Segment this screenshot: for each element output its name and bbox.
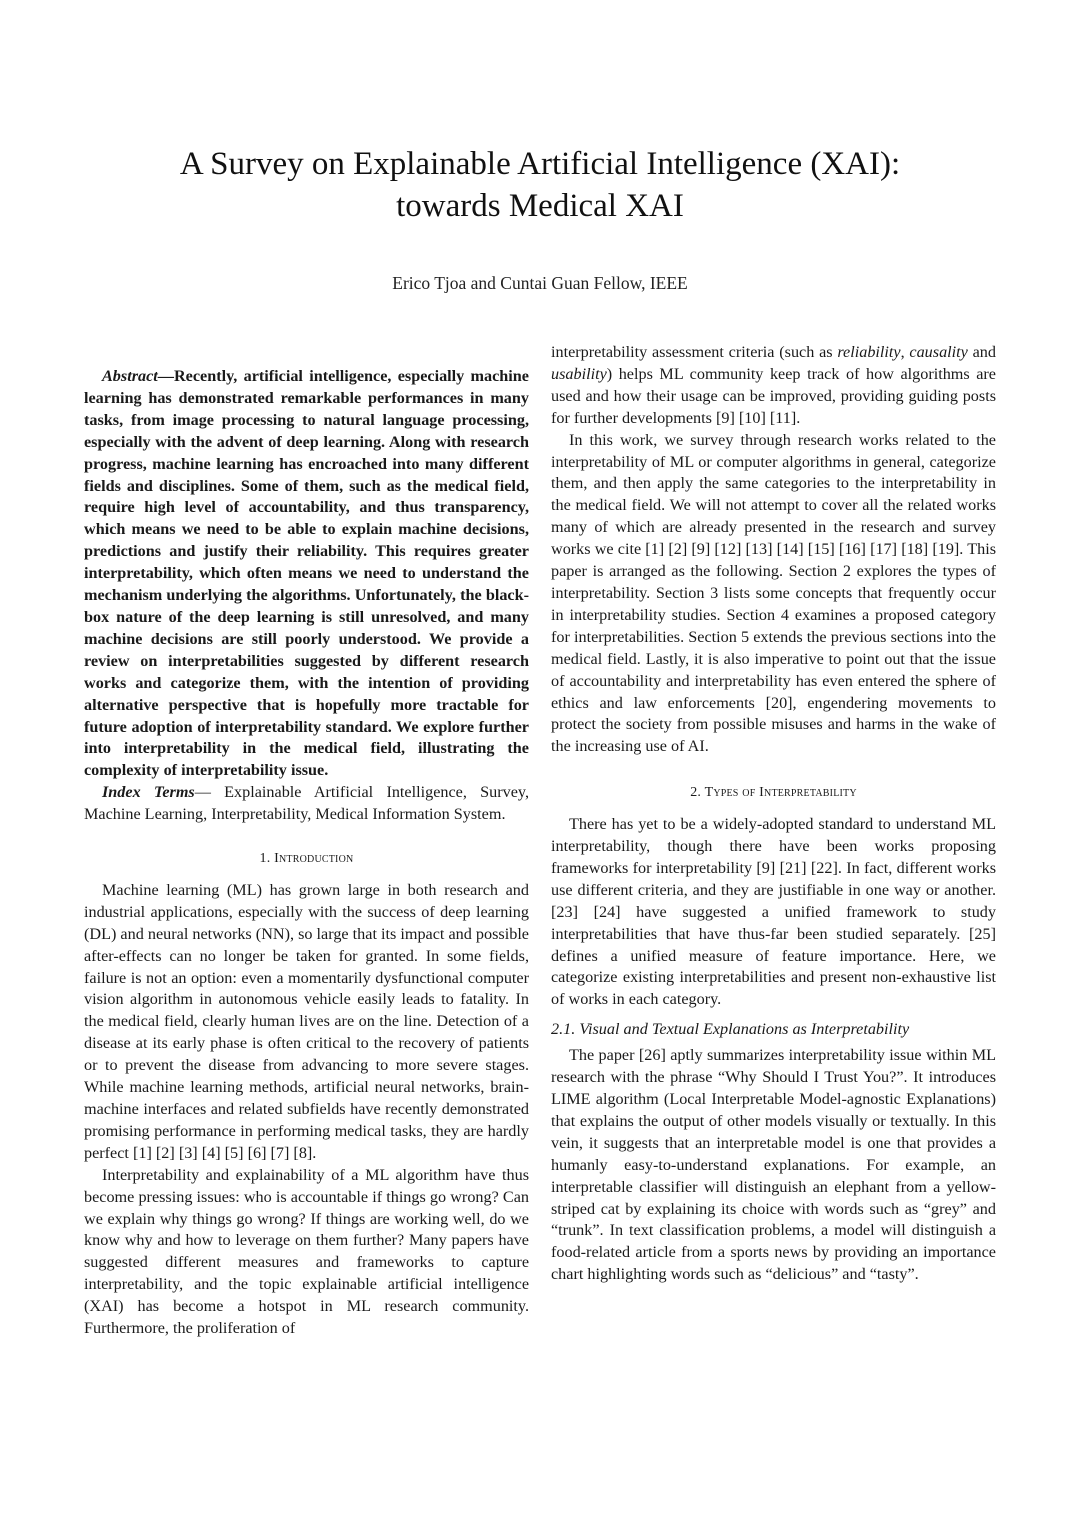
subsection-heading-visual-textual: 2.1. Visual and Textual Explanations as Interpretability: [551, 1020, 910, 1039]
abstract-text: Recently, artificial intelligence, especially machine learning has demonstrated remarkable performances in many tasks, from image processing to natural language processing, especially with the advent of deep learning. Along with research progress, machine learning has encroached into many different fields and disciplines. Some of them, such as the medical field, require high level of accountability, and thus transparency, which means we need to be able to explain machine decisions, predictions and justify their reliability. This requires greater interpretability, which often means we need to understand the mechanism underlying the algorithms. Unfortunately, the black-box nature of the deep learning is still unresolved, and many machine decisions are still poorly understood. We provide a review on interpretabilities suggested by different research works and categorize them, with the intention of providing alternative perspective that is hopefully more tractable for future adoption of interpretability standard. We explore further into interpretability in the medical field, illustrating the complexity of interpretability issue.: [84, 367, 529, 780]
index-terms-dash: —: [194, 783, 225, 802]
index-terms: [84, 782, 529, 826]
abstract-dash: —: [157, 367, 174, 385]
text-run: and: [967, 343, 996, 361]
right-column: [551, 342, 996, 1286]
intro-paragraph-1: Machine learning (ML) has grown large in both research and industrial applications, especially with the success of deep learning (DL) and neural networks (NN), so large that its impact and possible after-effects can no longer be taken for granted. In some fields, failure is not an option: even a momentarily dysfunctional computer vision algorithm in autonomous vehicle easily leads to fatality. In the medical field, clearly human lives are on the line. Detection of a disease at its early phase is often critical to the recovery of patients or to prevent the disease from advancing to more severe stages. While machine learning methods, artificial neural networks, brain-machine interfaces and related subfields have recently demonstrated promising performance in performing medical tasks, they are hardly perfect [1] [2] [3] [4] [5] [6] [7] [8].: [84, 880, 529, 1162]
types-paragraph-1: There has yet to be a widely-adopted standard to understand ML interpretability, though there have been works proposing frameworks for interpretability [9] [21] [22]. In fact, different works use different criteria, and they are justifiable in one way or another. [23] [24] have suggested a unified framework to study interpretabilities that have thus-far been studied separately. [25] defines a unified measure of feature importance. Here, we categorize existing interpretabilities and present non-exhaustive list of works in each category.: [551, 815, 996, 1009]
intro-paragraph-3: In this work, we survey through research works related to the interpretability of ML or computer algorithms in general, categorize them, and then apply the same categories to the interpretability in the medical field. We will not attempt to cover all the related works many of which are already presented in the research and survey works we cite [1] [2] [9] [12] [13] [14] [15] [16] [17] [18] [19]. This paper is arranged as the following. Section 2 explores the types of interpretability. Section 3 lists some concepts that frequently occur in interpretability studies. Section 4 examines a proposed category for interpretabilities. Section 5 extends the previous sections into the medical field. Lastly, it is also imperative to point out that the issue of accountability and interpretability has even entered the sphere of ethics and law enforcements [20], engendering movements to protect the society from possible misuses and harms in the wake of the increasing use of AI.: [551, 430, 996, 756]
section-heading-types-of-interpretability: 2. Types of Interpretability: [690, 785, 857, 801]
title-line-1: A Survey on Explainable Artificial Intelligence (XAI):: [179, 146, 901, 182]
emphasis-reliability: reliability: [837, 343, 901, 361]
subsection-paragraph-1: The paper [26] aptly summarizes interpretability issue within ML research with the phrase “Why Should I Trust You?”. It introduces LIME algorithm (Local Interpretable Model-agnostic Explanations) that explains the output of other models visually or textually. In this vein, it suggests that an interpretable model is one that provides a humanly easy-to-understand explanations. For example, an interpretable classifier will distinguish an elephant from a yellow-striped cat by explaining its choice with words such as “grey” and “trunk”. In text classification problems, a model will distinguish a food-related article from a sports news by providing an importance chart highlighting words such as “delicious” and “tasty”.: [551, 1046, 996, 1284]
emphasis-usability: usability: [551, 364, 607, 383]
index-terms-text: Explainable Artificial Intelligence, Survey, Machine Learning, Interpretability, Medical Information System.: [84, 783, 530, 824]
author-line: Erico Tjoa and Cuntai Guan Fellow, IEEE: [392, 273, 688, 293]
emphasis-causality: causality: [909, 343, 968, 361]
text-run: interpretability assessment criteria (such as: [551, 343, 838, 361]
abstract: [84, 366, 529, 782]
intro-paragraph-2: Interpretability and explainability of a ML algorithm have thus become pressing issues: who is accountable if things go wrong? Can we explain why things go wrong? If things are working well, do we know why and how to leverage on them further? Many papers have suggested different measures and frameworks to capture interpretability, and the topic explainable artificial intelligence (XAI) has become a hotspot in ML research community. Furthermore, the proliferation of: [84, 1165, 529, 1338]
paper-title: [0, 143, 1080, 227]
title-line-2: towards Medical XAI: [396, 188, 684, 224]
abstract-label: Abstract: [102, 367, 158, 385]
section-heading-introduction: 1. Introduction: [259, 851, 354, 867]
index-terms-label: Index Terms: [102, 783, 195, 802]
left-column: [84, 366, 529, 1340]
intro-paragraph-2-continued: [551, 342, 996, 430]
text-run: ,: [900, 343, 910, 361]
text-run: ) helps ML community keep track of how algorithms are used and how their usage can be improved, providing guiding posts for further developments [9] [10] [11].: [551, 364, 996, 427]
